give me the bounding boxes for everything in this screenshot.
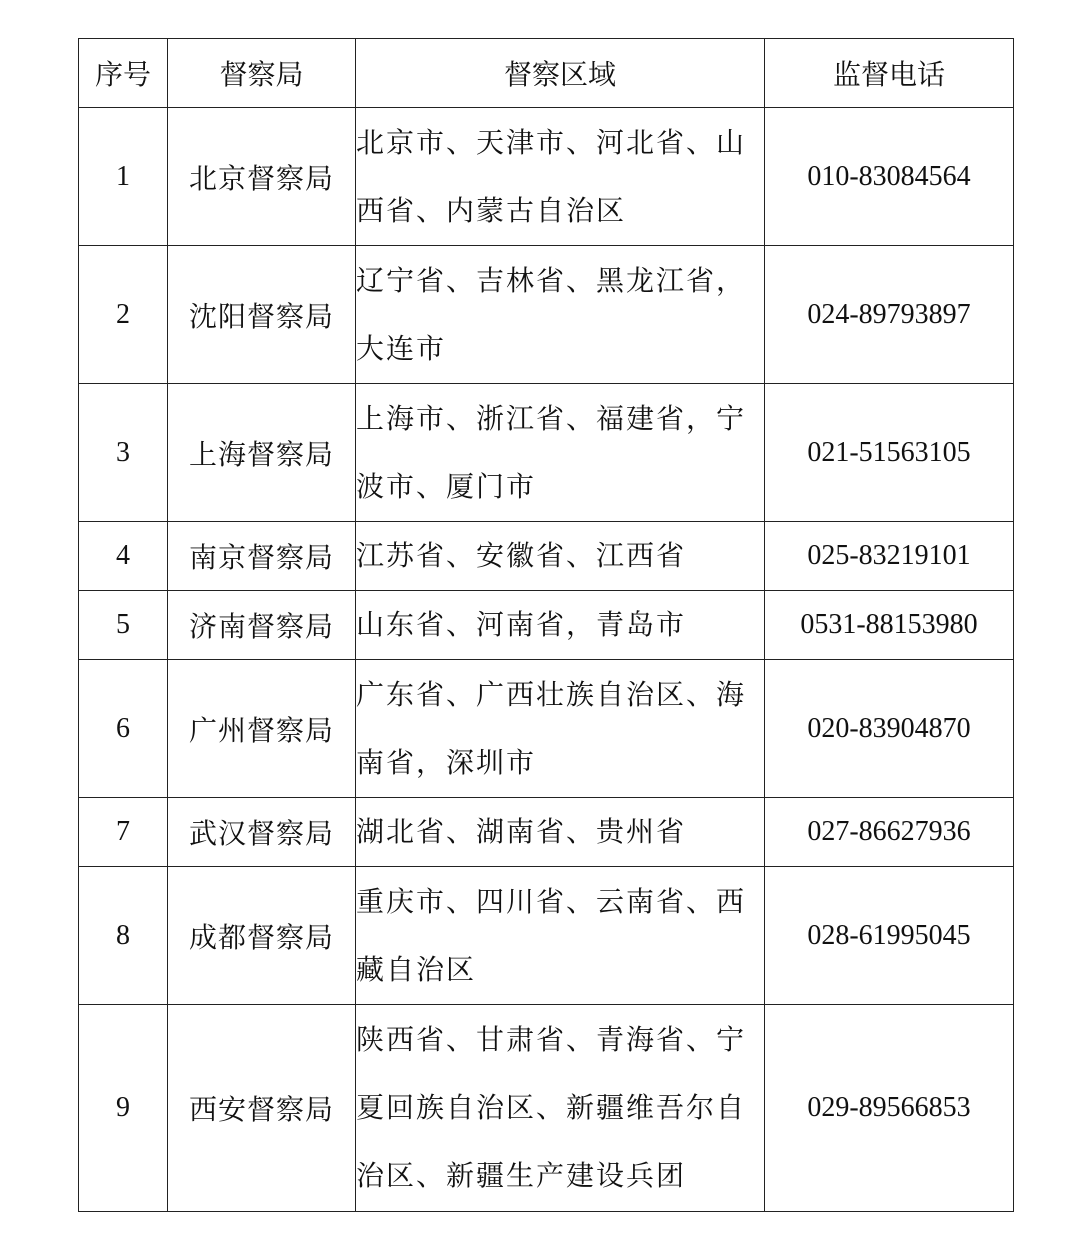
- row-index: 4: [79, 522, 168, 591]
- row-region: 辽宁省、吉林省、黑龙江省，大连市: [356, 246, 765, 384]
- row-index: 6: [79, 660, 168, 798]
- table-row: [79, 384, 1014, 522]
- row-bureau: 北京督察局: [168, 108, 356, 246]
- table-row: [79, 591, 1014, 660]
- header-bureau: 督察局: [168, 39, 356, 108]
- row-bureau: 南京督察局: [168, 522, 356, 591]
- row-region: 江苏省、安徽省、江西省: [356, 522, 765, 591]
- row-index: 2: [79, 246, 168, 384]
- row-bureau: 济南督察局: [168, 591, 356, 660]
- header-region: 督察区域: [356, 39, 765, 108]
- row-phone: 021-51563105: [765, 384, 1014, 522]
- row-phone: 010-83084564: [765, 108, 1014, 246]
- header-index: 序号: [79, 39, 168, 108]
- row-index: 1: [79, 108, 168, 246]
- oversight-bureau-table: [78, 38, 1014, 1212]
- row-region: 湖北省、湖南省、贵州省: [356, 798, 765, 867]
- header-phone: 监督电话: [765, 39, 1014, 108]
- row-phone: 027-86627936: [765, 798, 1014, 867]
- row-region: 广东省、广西壮族自治区、海南省，深圳市: [356, 660, 765, 798]
- row-region: 重庆市、四川省、云南省、西藏自治区: [356, 867, 765, 1005]
- table-row: [79, 522, 1014, 591]
- row-region: 上海市、浙江省、福建省，宁波市、厦门市: [356, 384, 765, 522]
- row-index: 5: [79, 591, 168, 660]
- row-phone: 020-83904870: [765, 660, 1014, 798]
- row-region: 山东省、河南省，青岛市: [356, 591, 765, 660]
- row-index: 8: [79, 867, 168, 1005]
- row-bureau: 成都督察局: [168, 867, 356, 1005]
- table-row: [79, 246, 1014, 384]
- row-bureau: 上海督察局: [168, 384, 356, 522]
- row-bureau: 广州督察局: [168, 660, 356, 798]
- row-region: 陕西省、甘肃省、青海省、宁夏回族自治区、新疆维吾尔自治区、新疆生产建设兵团: [356, 1005, 765, 1212]
- row-region: 北京市、天津市、河北省、山西省、内蒙古自治区: [356, 108, 765, 246]
- table-row: [79, 867, 1014, 1005]
- row-phone: 025-83219101: [765, 522, 1014, 591]
- row-index: 9: [79, 1005, 168, 1212]
- row-phone: 024-89793897: [765, 246, 1014, 384]
- row-bureau: 西安督察局: [168, 1005, 356, 1212]
- row-bureau: 武汉督察局: [168, 798, 356, 867]
- table-header-row: [79, 39, 1014, 108]
- table-row: [79, 660, 1014, 798]
- row-index: 7: [79, 798, 168, 867]
- row-phone: 028-61995045: [765, 867, 1014, 1005]
- row-phone: 029-89566853: [765, 1005, 1014, 1212]
- row-index: 3: [79, 384, 168, 522]
- row-bureau: 沈阳督察局: [168, 246, 356, 384]
- table-row: [79, 108, 1014, 246]
- table-row: [79, 798, 1014, 867]
- row-phone: 0531-88153980: [765, 591, 1014, 660]
- table-row: [79, 1005, 1014, 1212]
